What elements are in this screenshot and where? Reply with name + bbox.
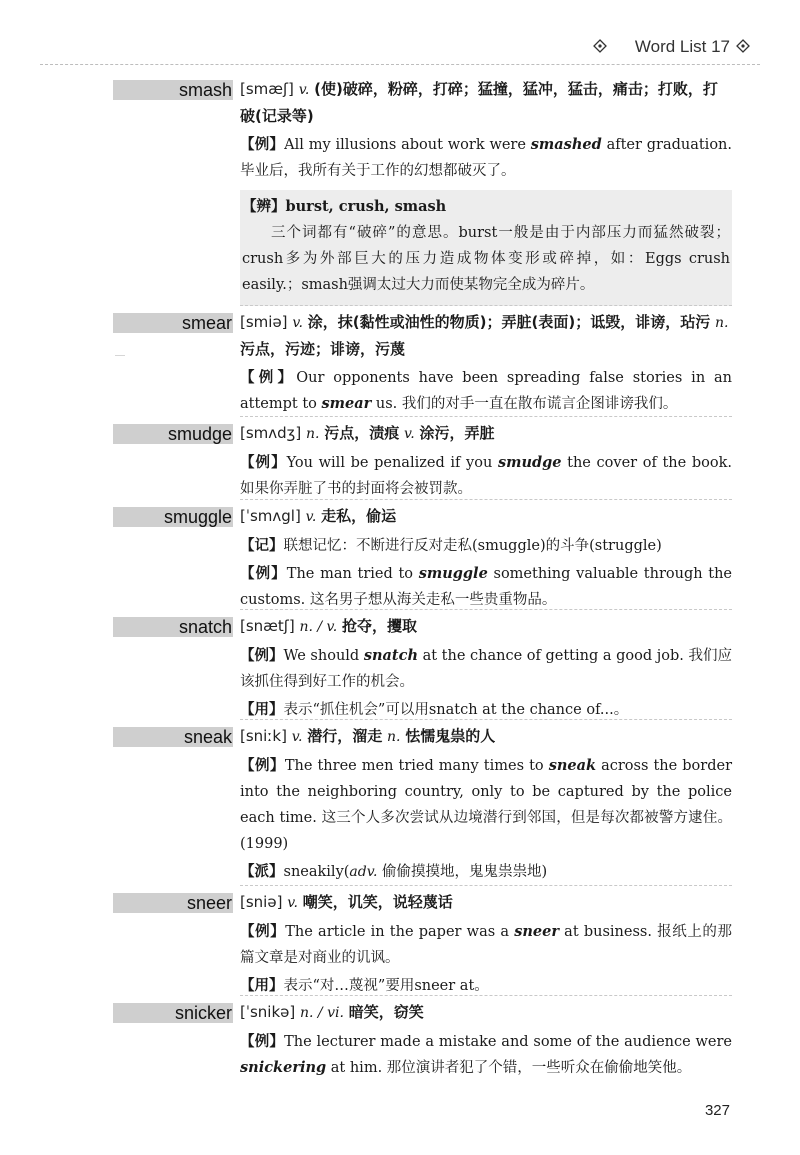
headword: sneak <box>183 727 232 747</box>
phonetic: [smʌdʒ] <box>240 424 302 442</box>
entry-head <box>240 309 732 362</box>
part-of-speech: v. <box>305 509 317 525</box>
entry-separator <box>240 719 732 720</box>
part-of-speech: n. / vi. <box>300 1005 344 1021</box>
example-tag: 【例】 <box>240 1034 285 1050</box>
part-of-speech: n. / v. <box>299 619 338 635</box>
example-text: The lecturer made a mistake and some of the audience were <box>284 1034 733 1050</box>
example-text: We should <box>283 648 364 664</box>
entry-separator <box>240 305 732 306</box>
phonetic: [ˈsmʌgl] <box>240 507 301 525</box>
example-text: You will be penalized if you <box>286 455 498 471</box>
headword: snicker <box>174 1003 232 1023</box>
headword: sneer <box>186 893 232 913</box>
headword: smudge <box>167 424 232 444</box>
usage-text: 表示“抓住机会”可以用snatch at the chance of...。 <box>283 702 629 718</box>
memory-tag: 【记】 <box>240 538 284 554</box>
entry-head <box>240 76 732 129</box>
example-keyword: smashed <box>530 136 602 153</box>
example <box>240 450 732 502</box>
entry-separator <box>240 416 732 417</box>
diamond-bullet-icon <box>736 39 750 53</box>
example-text: The article in the paper was a <box>285 924 515 940</box>
example-keyword: snatch <box>363 647 418 664</box>
part-of-speech: v. <box>404 426 415 442</box>
example-text: All my illusions about work were <box>284 137 531 153</box>
headword: smear <box>181 313 232 333</box>
example-text: Our opponents have been spreading false stories in an attempt to <box>240 370 732 412</box>
example-keyword: sneak <box>548 757 597 774</box>
memory-text: 联想记忆：不断进行反对走私(smuggle)的斗争(struggle) <box>283 538 662 554</box>
phonetic: [smiə] <box>240 313 288 331</box>
derivative-word: sneakily( <box>283 864 350 880</box>
example-text: after graduation. 毕业后，我所有关于工作的幻想都破灭了。 <box>240 137 733 179</box>
example-keyword: smudge <box>497 454 562 471</box>
entry-separator <box>240 609 732 610</box>
entry-head <box>240 420 732 447</box>
definition: 污点，渍痕 <box>324 424 400 442</box>
headword: snatch <box>178 617 232 637</box>
distinction-tag: 【辨】 <box>242 198 286 215</box>
example <box>240 1029 732 1081</box>
derivative-tag: 【派】 <box>240 864 284 880</box>
phonetic: [ˈsnikə] <box>240 1003 296 1021</box>
example-tag: 【例】 <box>240 648 284 664</box>
part-of-speech: v. <box>298 82 310 98</box>
part-of-speech: n. <box>305 426 320 442</box>
usage-tag: 【用】 <box>240 702 284 718</box>
example-text: at him. 那位演讲者犯了个错，一些听众在偷偷地笑他。 <box>326 1060 692 1076</box>
page-header <box>0 30 800 66</box>
distinction-words: burst, crush, smash <box>285 198 447 215</box>
example-text: us. 我们的对手一直在散布谎言企图诽谤我们。 <box>371 396 678 412</box>
memory-note <box>240 533 732 559</box>
page-number: 327 <box>704 1102 730 1119</box>
derivative-note <box>240 859 732 885</box>
entry-head <box>240 613 732 640</box>
distinction-title <box>240 194 732 220</box>
example-text: The man tried to <box>286 566 419 582</box>
distinction-box <box>240 190 732 306</box>
definition: 嘲笑，讥笑，说轻蔑话 <box>302 893 453 911</box>
example <box>240 919 732 971</box>
example <box>240 643 732 695</box>
phonetic: [sniə] <box>240 893 283 911</box>
definition: 涂污，弄脏 <box>419 424 495 442</box>
entry-separator <box>240 499 732 500</box>
example-text: The three men tried many times to <box>284 758 549 774</box>
phonetic: [snætʃ] <box>240 617 295 635</box>
definition: 走私，偷运 <box>321 507 397 525</box>
example-tag: 【例】 <box>240 758 285 774</box>
definition: 涂，抹(黏性或油性的物质)；弄脏(表面)；诋毁，诽谤，玷污 <box>307 313 711 331</box>
entry-separator <box>240 885 732 886</box>
definition: 抢夺，攫取 <box>342 617 418 635</box>
example <box>240 132 732 184</box>
usage-text: 表示“对…蔑视”要用sneer at。 <box>283 978 489 994</box>
example-text: at the chance of getting a good job. 我们应该抓住得到好工作的机会。 <box>240 648 732 690</box>
entry-head <box>240 889 732 916</box>
example <box>240 753 732 857</box>
entry-separator <box>240 995 732 996</box>
part-of-speech: n. <box>387 729 401 745</box>
entry-head <box>240 503 732 530</box>
definition: (使)破碎，粉碎，打碎；猛撞，猛冲，猛击，痛击；打败，打破(记录等) <box>240 80 718 125</box>
example-tag: 【例】 <box>240 566 287 582</box>
phonetic: [sniːk] <box>240 727 287 745</box>
example-text: across the border into the neighboring country, only to be captured by the police each time. 这三个人多次尝试从边境潜行到邻国，但是每次都被警方逮住。(1999) <box>240 758 733 852</box>
example-tag: 【例】 <box>240 137 285 153</box>
header-rule <box>40 64 760 65</box>
derivative-pos: adv. <box>349 864 378 880</box>
entry-head <box>240 999 732 1026</box>
part-of-speech: n. <box>715 315 729 331</box>
headword: smuggle <box>163 507 232 527</box>
part-of-speech: v. <box>287 895 298 911</box>
definition: 潜行，溜走 <box>307 727 383 745</box>
example-text: at business. 报纸上的那篇文章是对商业的讥讽。 <box>240 924 732 966</box>
definition: 污点，污迹；诽谤，污蔑 <box>240 340 406 358</box>
example-text: the cover of the book. 如果你弄脏了书的封面将会被罚款。 <box>240 455 732 497</box>
example-keyword: snickering <box>240 1059 327 1076</box>
derivative-definition: 偷偷摸摸地，鬼鬼祟祟地) <box>377 864 548 880</box>
example-tag: 【例】 <box>240 924 286 940</box>
phonetic: [smæʃ] <box>240 80 294 98</box>
example <box>240 561 732 613</box>
margin-mark <box>115 355 125 356</box>
headword: smash <box>178 80 232 100</box>
example-keyword: smear <box>321 395 372 412</box>
part-of-speech: v. <box>292 315 304 331</box>
example-tag: 【例】 <box>240 455 287 471</box>
example-text: something valuable through the customs. 这名男子想从海关走私一些贵重物品。 <box>240 566 733 608</box>
word-list-title: Word List 17 <box>634 37 730 56</box>
definition: 暗笑，窃笑 <box>348 1003 424 1021</box>
diamond-bullet-icon <box>593 39 607 53</box>
example-tag: 【例】 <box>240 370 297 386</box>
part-of-speech: v. <box>291 729 303 745</box>
usage-tag: 【用】 <box>240 978 284 994</box>
distinction-body: 三个词都有“破碎”的意思。burst一般是由于内部压力而猛然破裂；crush多为外部巨大的压力造成物体变形或碎掉，如：Eggs crush easily.；smash强调太过大力而使某物完全成为碎片。 <box>242 225 730 293</box>
example <box>240 365 732 417</box>
entry-head <box>240 723 732 750</box>
example-keyword: sneer <box>514 923 559 940</box>
definition: 怯懦鬼祟的人 <box>405 727 496 745</box>
example-keyword: smuggle <box>418 565 488 582</box>
